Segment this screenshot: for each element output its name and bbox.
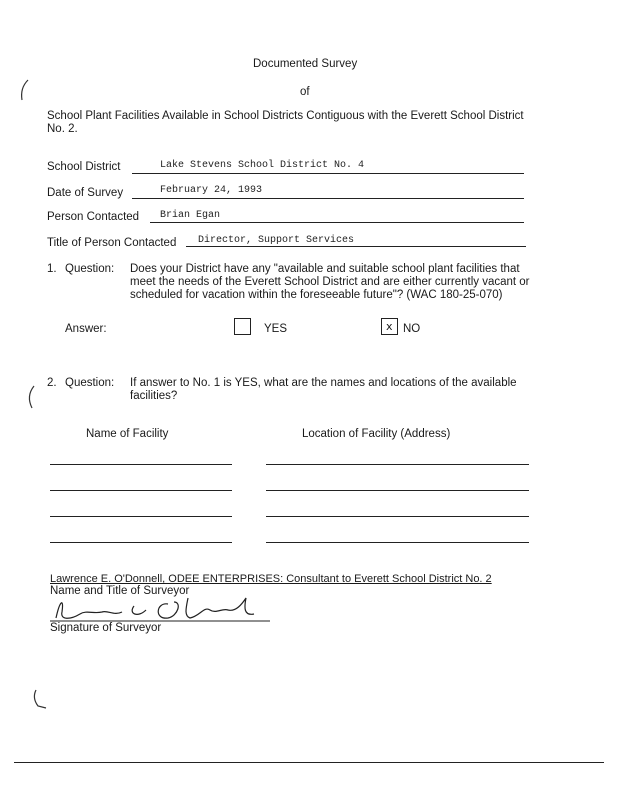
surveyor-signature-caption: Signature of Surveyor [50,622,162,634]
surveyor-name-caption: Name and Title of Surveyor [50,585,190,597]
facility-location-header: Location of Facility (Address) [302,428,451,440]
facility-name-line-4 [50,542,232,543]
district-label: School District [47,161,121,173]
date-line [132,198,524,199]
no-check-mark: x [386,320,393,333]
margin-marks [12,76,42,436]
document-title: Documented Survey [253,58,358,70]
q1-number: 1. [47,263,57,275]
bottom-margin-mark [30,688,54,712]
no-checkbox[interactable] [381,318,398,335]
title-line [186,246,526,247]
yes-label: YES [264,323,288,335]
document-subtitle-line1: School Plant Facilities Available in School Districts Contiguous with the Everett School District [47,110,524,122]
bottom-rule [14,762,604,763]
q2-text-line2: facilities? [130,390,178,402]
q2-label: Question: [65,377,115,389]
document-subtitle-line2: No. 2. [47,123,78,135]
q1-text-line2: meet the needs of the Everett School District and are either currently vacant or [130,276,530,288]
surveyor-name-title: Lawrence E. O'Donnell, ODEE ENTERPRISES: Consultant to Everett School District No. 2 [50,573,492,585]
facility-location-line-4 [266,542,529,543]
facility-name-header: Name of Facility [86,428,169,440]
date-value: February 24, 1993 [160,185,263,196]
q1-text-line3: scheduled for vacation within the foreseeable future"? (WAC 180-25-070) [130,289,503,301]
q2-number: 2. [47,377,57,389]
yes-checkbox[interactable] [234,318,251,335]
title-value: Director, Support Services [198,235,355,246]
facility-location-line-3 [266,516,529,517]
district-line [132,173,524,174]
q1-text-line1: Does your District have any "available and suitable school plant facilities that [130,263,520,275]
person-value: Brian Egan [160,210,221,221]
person-label: Person Contacted [47,211,140,223]
document-of: of [300,86,310,98]
q1-label: Question: [65,263,115,275]
q2-text-line1: If answer to No. 1 is YES, what are the names and locations of the available [130,377,517,389]
answer-label: Answer: [65,323,107,335]
title-label: Title of Person Contacted [47,237,177,249]
person-line [150,222,524,223]
facility-name-line-3 [50,516,232,517]
no-label: NO [403,323,421,335]
facility-name-line-2 [50,490,232,491]
facility-name-line-1 [50,464,232,465]
facility-location-line-1 [266,464,529,465]
facility-location-line-2 [266,490,529,491]
date-label: Date of Survey [47,187,124,199]
district-value: Lake Stevens School District No. 4 [160,160,365,171]
